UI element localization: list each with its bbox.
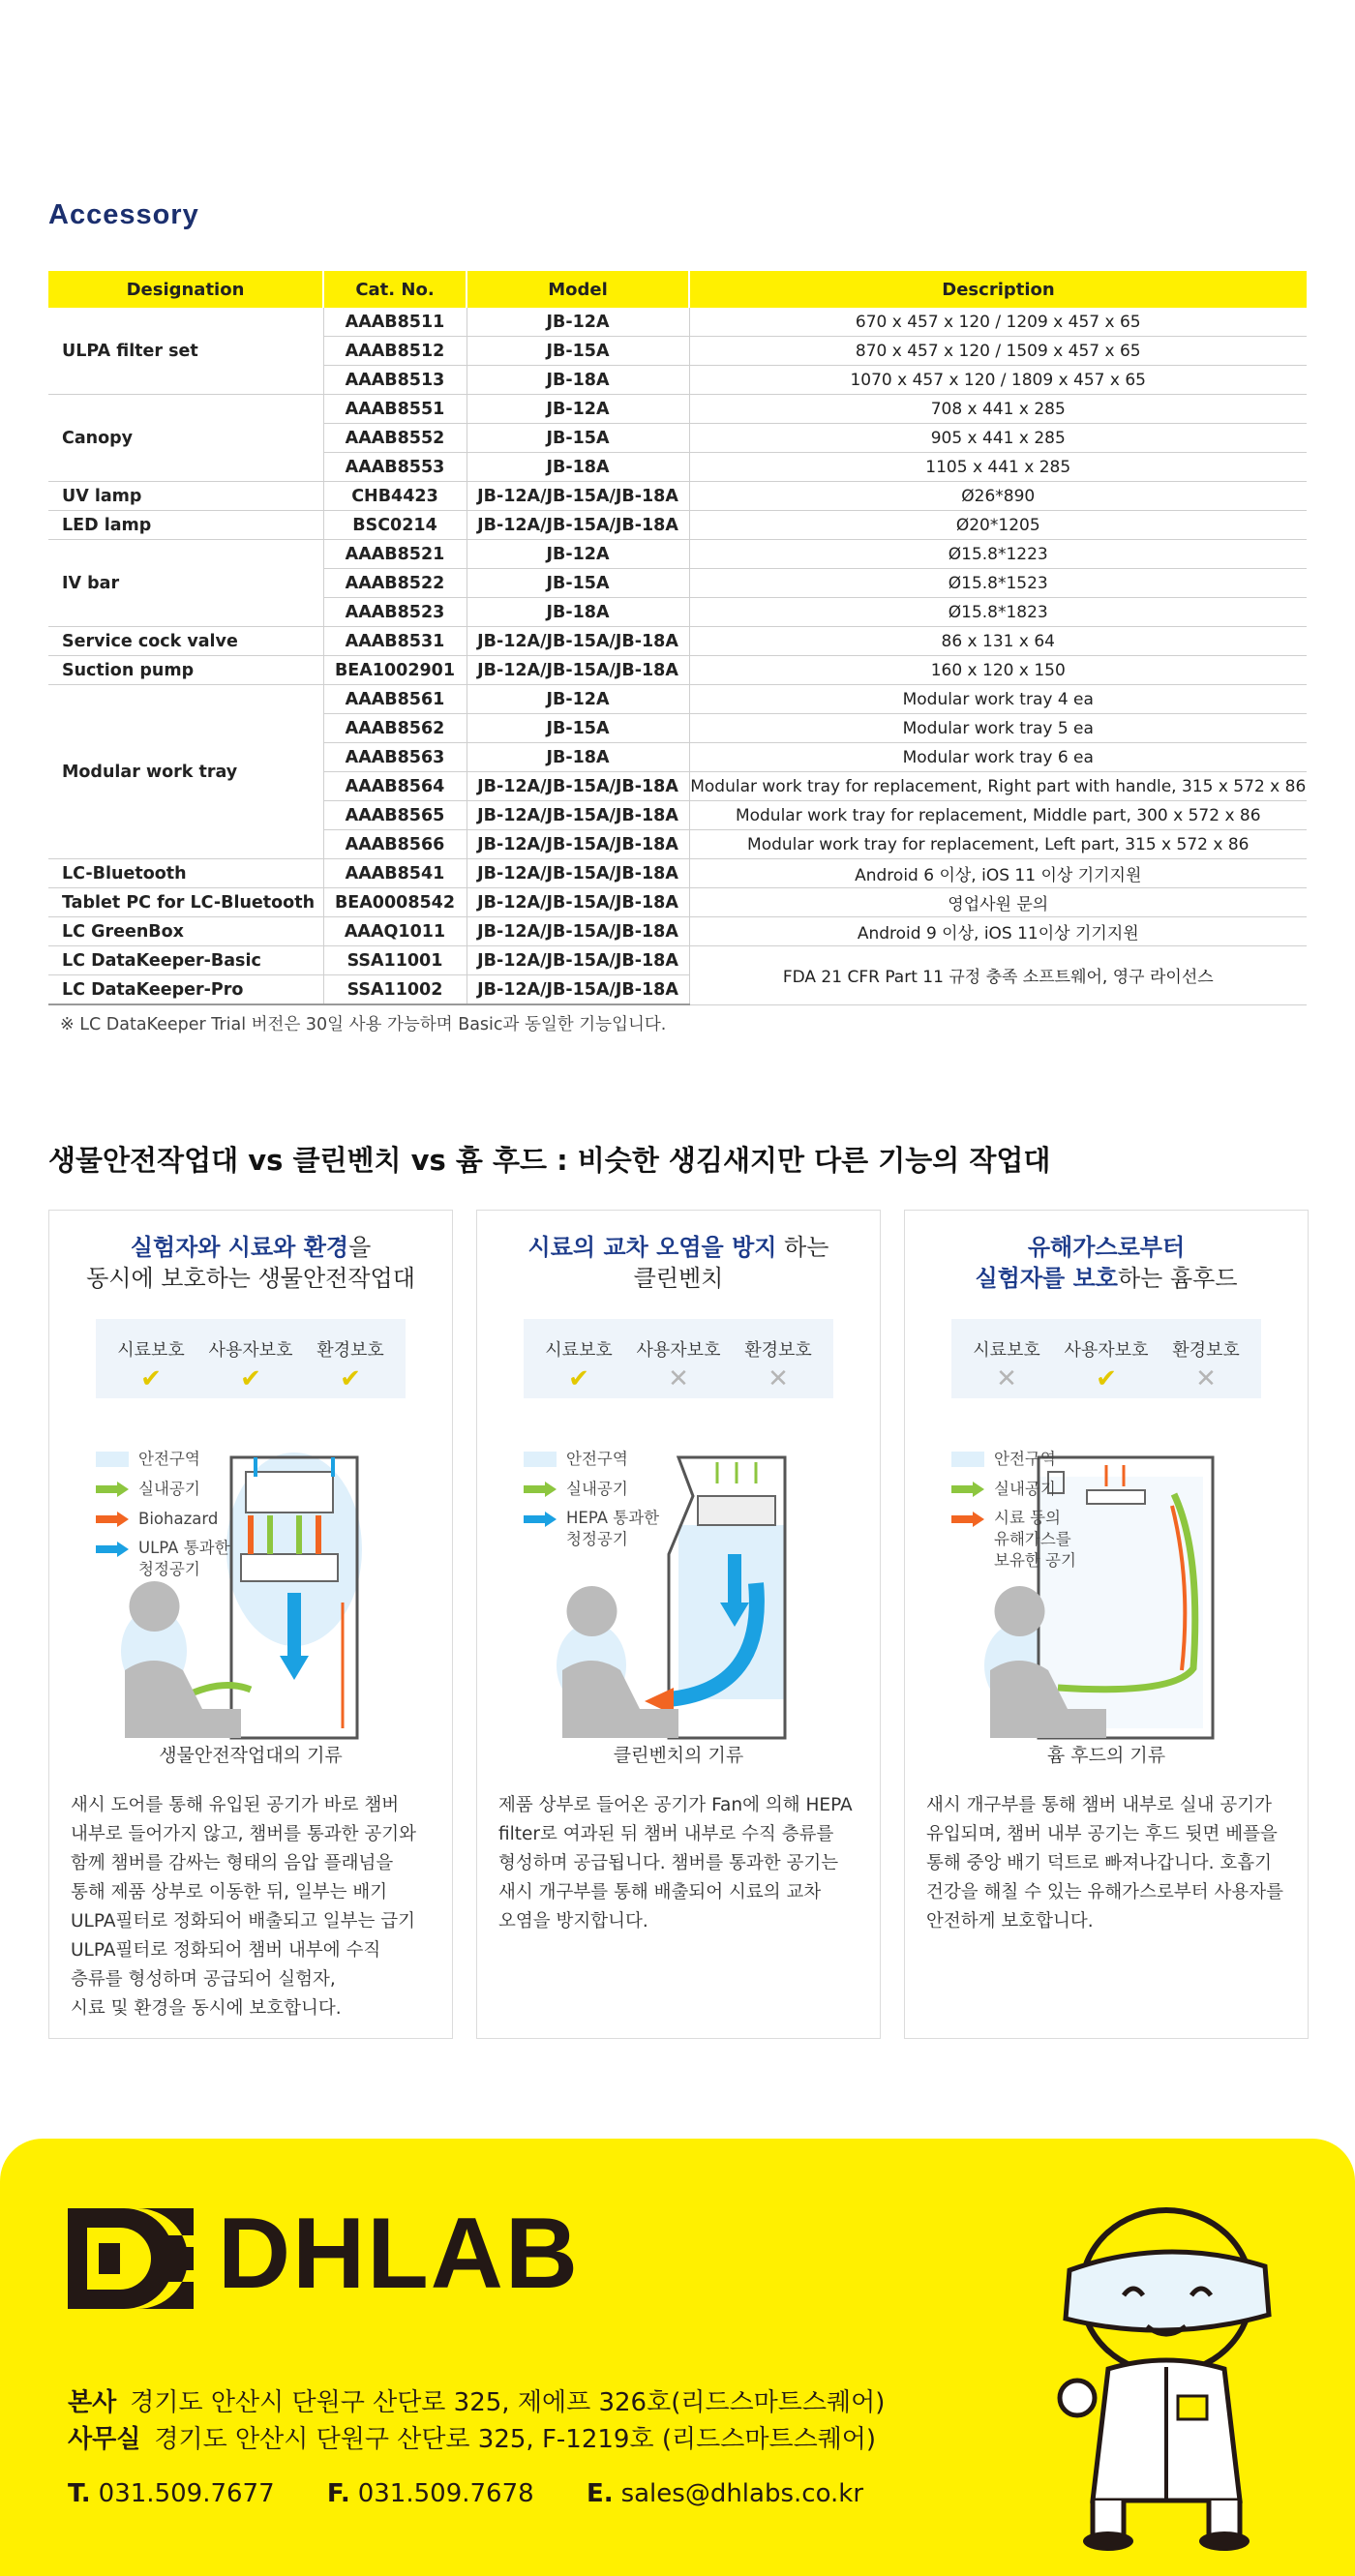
header-model: Model xyxy=(467,271,689,308)
check-icon: ✔ xyxy=(568,1364,589,1393)
description-cell: Ø15.8*1223 xyxy=(689,540,1307,569)
description-cell: Ø26*890 xyxy=(689,482,1307,511)
description-cell: Modular work tray for replacement, Middle part, 300 x 572 x 86 xyxy=(689,801,1307,830)
card-title xyxy=(477,1232,880,1294)
airflow-arrow-icon xyxy=(524,1482,557,1497)
designation-cell: Service cock valve xyxy=(48,627,323,656)
email-link[interactable]: sales@dhlabs.co.kr xyxy=(620,2479,864,2508)
card-description xyxy=(71,1791,433,2023)
legend-item xyxy=(951,1508,1076,1580)
table-row xyxy=(48,656,1307,685)
designation-cell: Tablet PC for LC-Bluetooth xyxy=(48,888,323,917)
model-cell: JB-15A xyxy=(467,337,689,366)
model-cell: JB-18A xyxy=(467,453,689,482)
description-cell: Modular work tray for replacement, Right part with handle, 315 x 572 x 86 xyxy=(689,772,1307,801)
cross-icon: ✕ xyxy=(996,1364,1017,1393)
fax-label: F. xyxy=(326,2479,350,2508)
table-row xyxy=(48,685,1307,714)
table-row xyxy=(48,540,1307,569)
description-line: 건강을 해칠 수 있는 유해가스로부터 사용자를 xyxy=(926,1882,1283,1902)
description-line: filter로 여과된 뒤 챔버 내부로 수직 층류를 xyxy=(498,1824,834,1844)
check-icon: ✔ xyxy=(1096,1364,1117,1393)
airflow-legend xyxy=(951,1448,1076,1580)
cat-no-cell: AAAB8565 xyxy=(323,801,467,830)
card-title xyxy=(905,1232,1308,1294)
cross-icon: ✕ xyxy=(668,1364,689,1393)
legend-item xyxy=(524,1448,659,1478)
comparison-card xyxy=(904,1210,1309,2039)
model-cell: JB-12A xyxy=(467,395,689,424)
header-cat-no: Cat. No. xyxy=(323,271,467,308)
protection-label: 시료보호 xyxy=(117,1340,185,1361)
mascot-scientist-icon xyxy=(1040,2206,1292,2555)
description-line: 시료 및 환경을 동시에 보호합니다. xyxy=(71,1998,342,2019)
card-description xyxy=(498,1791,860,1936)
office-address-line xyxy=(68,2419,876,2455)
description-cell: Modular work tray 4 ea xyxy=(689,685,1307,714)
model-cell: JB-12A/JB-15A/JB-18A xyxy=(467,859,689,888)
legend-item xyxy=(524,1478,659,1508)
description-cell: Modular work tray 5 ea xyxy=(689,714,1307,743)
protection-panel xyxy=(96,1319,406,1398)
model-cell: JB-12A xyxy=(467,685,689,714)
model-cell: JB-12A/JB-15A/JB-18A xyxy=(467,975,689,1005)
description-cell: Android 9 이상, iOS 11이상 기기지원 xyxy=(689,917,1307,946)
cat-no-cell: AAAB8551 xyxy=(323,395,467,424)
model-cell: JB-12A/JB-15A/JB-18A xyxy=(467,482,689,511)
description-line: 오염을 방지합니다. xyxy=(498,1911,648,1932)
email-item xyxy=(587,2479,863,2508)
model-cell: JB-12A xyxy=(467,308,689,337)
model-cell: JB-12A/JB-15A/JB-18A xyxy=(467,946,689,975)
description-cell: 670 x 457 x 120 / 1209 x 457 x 65 xyxy=(689,308,1307,337)
legend-item xyxy=(96,1508,230,1538)
legend-label: Biohazard xyxy=(138,1510,219,1528)
description-line: ULPA필터로 정화되어 배출되고 일부는 급기 xyxy=(71,1911,415,1932)
safe-zone-icon xyxy=(524,1452,557,1467)
designation-cell: Canopy xyxy=(48,395,323,482)
table-row xyxy=(48,917,1307,946)
legend-label: 안전구역 xyxy=(566,1450,628,1468)
designation-cell: ULPA filter set xyxy=(48,308,323,395)
card-title-line xyxy=(477,1263,880,1294)
accessory-table-body xyxy=(48,308,1307,1004)
card-title-line xyxy=(905,1263,1308,1294)
table-row xyxy=(48,888,1307,917)
model-cell: JB-12A/JB-15A/JB-18A xyxy=(467,830,689,859)
legend-item xyxy=(524,1508,659,1559)
hq-address: 경기도 안산시 단원구 산단로 325, 제에프 326호(리드스마트스퀘어) xyxy=(130,2388,886,2417)
hq-address-line xyxy=(68,2382,885,2418)
model-cell: JB-12A/JB-15A/JB-18A xyxy=(467,801,689,830)
table-row xyxy=(48,859,1307,888)
description-cell: Modular work tray 6 ea xyxy=(689,743,1307,772)
model-cell: JB-12A/JB-15A/JB-18A xyxy=(467,511,689,540)
card-title-line xyxy=(477,1232,880,1263)
description-cell: Ø15.8*1823 xyxy=(689,598,1307,627)
dhlab-logo-mark-icon xyxy=(68,2208,194,2309)
card-title-segment: 실험자와 시료와 환경 xyxy=(130,1234,349,1261)
cat-no-cell: AAAQ1011 xyxy=(323,917,467,946)
designation-cell: LC DataKeeper-Pro xyxy=(48,975,323,1005)
office-address: 경기도 안산시 단원구 산단로 325, F-1219호 (리드스마트스퀘어) xyxy=(154,2425,877,2454)
description-cell: 160 x 120 x 150 xyxy=(689,656,1307,685)
cat-no-cell: AAAB8531 xyxy=(323,627,467,656)
brand-wordmark: DHLAB xyxy=(218,2198,580,2310)
cat-no-cell: AAAB8553 xyxy=(323,453,467,482)
description-line: 안전하게 보호합니다. xyxy=(926,1911,1094,1932)
model-cell: JB-18A xyxy=(467,743,689,772)
card-title-line xyxy=(49,1232,452,1263)
cat-no-cell: AAAB8561 xyxy=(323,685,467,714)
cross-icon: ✕ xyxy=(768,1364,789,1393)
description-line: 제품 상부로 들어온 공기가 Fan에 의해 HEPA xyxy=(498,1795,853,1815)
airflow-arrow-icon xyxy=(951,1482,984,1497)
accessory-table xyxy=(48,271,1307,1005)
fax-item xyxy=(327,2479,534,2508)
tel-item xyxy=(68,2479,275,2508)
card-title-segment: 실험자를 보호 xyxy=(975,1265,1118,1292)
airflow-legend xyxy=(96,1448,230,1589)
protection-label: 사용자보호 xyxy=(636,1340,721,1361)
model-cell: JB-12A/JB-15A/JB-18A xyxy=(467,656,689,685)
cat-no-cell: AAAB8563 xyxy=(323,743,467,772)
description-cell: Ø20*1205 xyxy=(689,511,1307,540)
description-cell: 870 x 457 x 120 / 1509 x 457 x 65 xyxy=(689,337,1307,366)
legend-item xyxy=(96,1538,230,1589)
card-title-segment: 을 xyxy=(348,1234,372,1261)
cat-no-cell: AAAB8552 xyxy=(323,424,467,453)
diagram-caption: 흄 후드의 기류 xyxy=(1046,1745,1166,1766)
card-title xyxy=(49,1232,452,1294)
description-line: 통해 제품 상부로 이동한 뒤, 일부는 배기 xyxy=(71,1882,388,1902)
card-title-line xyxy=(905,1232,1308,1263)
designation-cell: LED lamp xyxy=(48,511,323,540)
cat-no-cell: AAAB8541 xyxy=(323,859,467,888)
designation-cell: LC DataKeeper-Basic xyxy=(48,946,323,975)
table-row xyxy=(48,627,1307,656)
cat-no-cell: BEA0008542 xyxy=(323,888,467,917)
cat-no-cell: AAAB8562 xyxy=(323,714,467,743)
airflow-arrow-icon xyxy=(96,1482,129,1497)
hq-label: 본사 xyxy=(68,2388,117,2417)
airflow-arrow-icon xyxy=(951,1512,984,1527)
model-cell: JB-12A/JB-15A/JB-18A xyxy=(467,888,689,917)
safe-zone-icon xyxy=(951,1452,984,1467)
accessory-note: ※ LC DataKeeper Trial 버전은 30일 사용 가능하며 Basic과 동일한 기능입니다. xyxy=(60,1015,667,1034)
model-cell: JB-15A xyxy=(467,569,689,598)
model-cell: JB-12A/JB-15A/JB-18A xyxy=(467,627,689,656)
description-line: 층류를 형성하며 공급되어 실험자, xyxy=(71,1969,336,1990)
protection-label: 사용자보호 xyxy=(208,1340,293,1361)
contact-line xyxy=(68,2479,908,2508)
table-row xyxy=(48,308,1307,337)
legend-item xyxy=(96,1478,230,1508)
legend-item xyxy=(951,1448,1076,1478)
protection-panel xyxy=(951,1319,1261,1398)
description-line: 형성하며 공급됩니다. 챔버를 통과한 공기는 xyxy=(498,1853,839,1873)
safe-zone-icon xyxy=(96,1452,129,1467)
model-cell: JB-15A xyxy=(467,714,689,743)
card-title-segment: 동시에 보호하는 생물안전작업대 xyxy=(86,1265,415,1292)
legend-label: ULPA 통과한 청정공기 xyxy=(138,1539,230,1578)
cat-no-cell: SSA11001 xyxy=(323,946,467,975)
cat-no-cell: CHB4423 xyxy=(323,482,467,511)
legend-label: 안전구역 xyxy=(138,1450,200,1468)
designation-cell: Suction pump xyxy=(48,656,323,685)
card-title-line xyxy=(49,1263,452,1294)
designation-cell: LC GreenBox xyxy=(48,917,323,946)
cat-no-cell: AAAB8512 xyxy=(323,337,467,366)
header-description: Description xyxy=(689,271,1307,308)
designation-cell: UV lamp xyxy=(48,482,323,511)
description-line: 새시 개구부를 통해 배출되어 시료의 교차 xyxy=(498,1882,822,1902)
protection-label: 사용자보호 xyxy=(1064,1340,1149,1361)
model-cell: JB-18A xyxy=(467,598,689,627)
model-cell: JB-18A xyxy=(467,366,689,395)
description-cell: 1105 x 441 x 285 xyxy=(689,453,1307,482)
table-row xyxy=(48,395,1307,424)
tel-number[interactable]: 031.509.7677 xyxy=(98,2479,275,2508)
description-cell: Android 6 이상, iOS 11 이상 기기지원 xyxy=(689,859,1307,888)
model-cell: JB-12A/JB-15A/JB-18A xyxy=(467,772,689,801)
description-cell: 86 x 131 x 64 xyxy=(689,627,1307,656)
description-line: ULPA필터로 정화되어 챔버 내부에 수직 xyxy=(71,1940,381,1961)
description-cell: 1070 x 457 x 120 / 1809 x 457 x 65 xyxy=(689,366,1307,395)
description-line: 통해 중앙 배기 덕트로 빠져나갑니다. 호흡기 xyxy=(926,1853,1272,1873)
description-line: 내부로 들어가지 않고, 챔버를 통과한 공기와 xyxy=(71,1824,416,1844)
table-row xyxy=(48,946,1307,975)
legend-label: 시료 등의 유해가스를 보유한 공기 xyxy=(994,1509,1076,1570)
table-row xyxy=(48,482,1307,511)
description-line: 유입되며, 챔버 내부 공기는 후드 뒷면 베플을 xyxy=(926,1824,1278,1844)
table-row xyxy=(48,511,1307,540)
designation-cell: IV bar xyxy=(48,540,323,627)
model-cell: JB-12A/JB-15A/JB-18A xyxy=(467,917,689,946)
protection-label: 시료보호 xyxy=(545,1340,613,1361)
description-line: 새시 개구부를 통해 챔버 내부로 실내 공기가 xyxy=(926,1795,1272,1815)
model-cell: JB-15A xyxy=(467,424,689,453)
cat-no-cell: BSC0214 xyxy=(323,511,467,540)
cat-no-cell: BEA1002901 xyxy=(323,656,467,685)
description-cell: Ø15.8*1523 xyxy=(689,569,1307,598)
cat-no-cell: AAAB8523 xyxy=(323,598,467,627)
accessory-table-header xyxy=(48,271,1307,308)
check-icon: ✔ xyxy=(240,1364,261,1393)
check-icon: ✔ xyxy=(140,1364,162,1393)
protection-label: 시료보호 xyxy=(973,1340,1040,1361)
comparison-title: 생물안전작업대 vs 클린벤치 vs 흄 후드 : 비슷한 생김새지만 다른 기능의 작업대 xyxy=(48,1144,1051,1177)
diagram-caption: 생물안전작업대의 기류 xyxy=(159,1745,343,1766)
fax-number: 031.509.7678 xyxy=(357,2479,534,2508)
diagram-caption: 클린벤치의 기류 xyxy=(613,1745,744,1766)
email-label: E. xyxy=(586,2479,614,2508)
cat-no-cell: AAAB8564 xyxy=(323,772,467,801)
legend-label: 실내공기 xyxy=(566,1480,628,1498)
airflow-arrow-icon xyxy=(524,1512,557,1527)
designation-cell: Modular work tray xyxy=(48,685,323,859)
card-title-segment: 하는 xyxy=(776,1234,829,1261)
card-title-segment: 시료의 교차 오염을 방지 xyxy=(527,1234,777,1261)
description-cell: 905 x 441 x 285 xyxy=(689,424,1307,453)
protection-label: 환경보호 xyxy=(316,1340,384,1361)
protection-label: 환경보호 xyxy=(744,1340,812,1361)
check-icon: ✔ xyxy=(340,1364,361,1393)
cross-icon: ✕ xyxy=(1195,1364,1217,1393)
card-title-segment: 하는 흄후드 xyxy=(1117,1265,1238,1292)
description-cell: 영업사원 문의 xyxy=(689,888,1307,917)
description-cell: 708 x 441 x 285 xyxy=(689,395,1307,424)
description-cell: FDA 21 CFR Part 11 규정 충족 소프트웨어, 영구 라이선스 xyxy=(689,946,1307,1005)
legend-item xyxy=(951,1478,1076,1508)
protection-label: 환경보호 xyxy=(1172,1340,1240,1361)
designation-cell: LC-Bluetooth xyxy=(48,859,323,888)
footer xyxy=(0,2139,1355,2576)
airflow-arrow-icon xyxy=(96,1512,129,1527)
cat-no-cell: AAAB8511 xyxy=(323,308,467,337)
comparison-card xyxy=(48,1210,453,2039)
description-line: 함께 챔버를 감싸는 형태의 음압 플래넘을 xyxy=(71,1853,394,1873)
legend-label: 실내공기 xyxy=(138,1480,200,1498)
legend-item xyxy=(96,1448,230,1478)
airflow-arrow-icon xyxy=(96,1542,129,1557)
card-title-segment: 클린벤치 xyxy=(633,1265,724,1292)
cat-no-cell: AAAB8566 xyxy=(323,830,467,859)
model-cell: JB-12A xyxy=(467,540,689,569)
protection-panel xyxy=(524,1319,833,1398)
cat-no-cell: AAAB8521 xyxy=(323,540,467,569)
card-title-segment: 유해가스로부터 xyxy=(1027,1234,1186,1261)
legend-label: HEPA 통과한 청정공기 xyxy=(566,1509,660,1548)
cat-no-cell: SSA11002 xyxy=(323,975,467,1005)
description-line: 새시 도어를 통해 유입된 공기가 바로 챔버 xyxy=(71,1795,400,1815)
description-cell: Modular work tray for replacement, Left part, 315 x 572 x 86 xyxy=(689,830,1307,859)
tel-label: T. xyxy=(68,2479,91,2508)
cat-no-cell: AAAB8513 xyxy=(323,366,467,395)
accessory-title: Accessory xyxy=(48,199,199,230)
legend-label: 실내공기 xyxy=(994,1480,1056,1498)
card-description xyxy=(926,1791,1288,1936)
cat-no-cell: AAAB8522 xyxy=(323,569,467,598)
office-label: 사무실 xyxy=(68,2425,141,2454)
airflow-legend xyxy=(524,1448,659,1559)
header-designation: Designation xyxy=(48,271,323,308)
comparison-card xyxy=(476,1210,881,2039)
legend-label: 안전구역 xyxy=(994,1450,1056,1468)
